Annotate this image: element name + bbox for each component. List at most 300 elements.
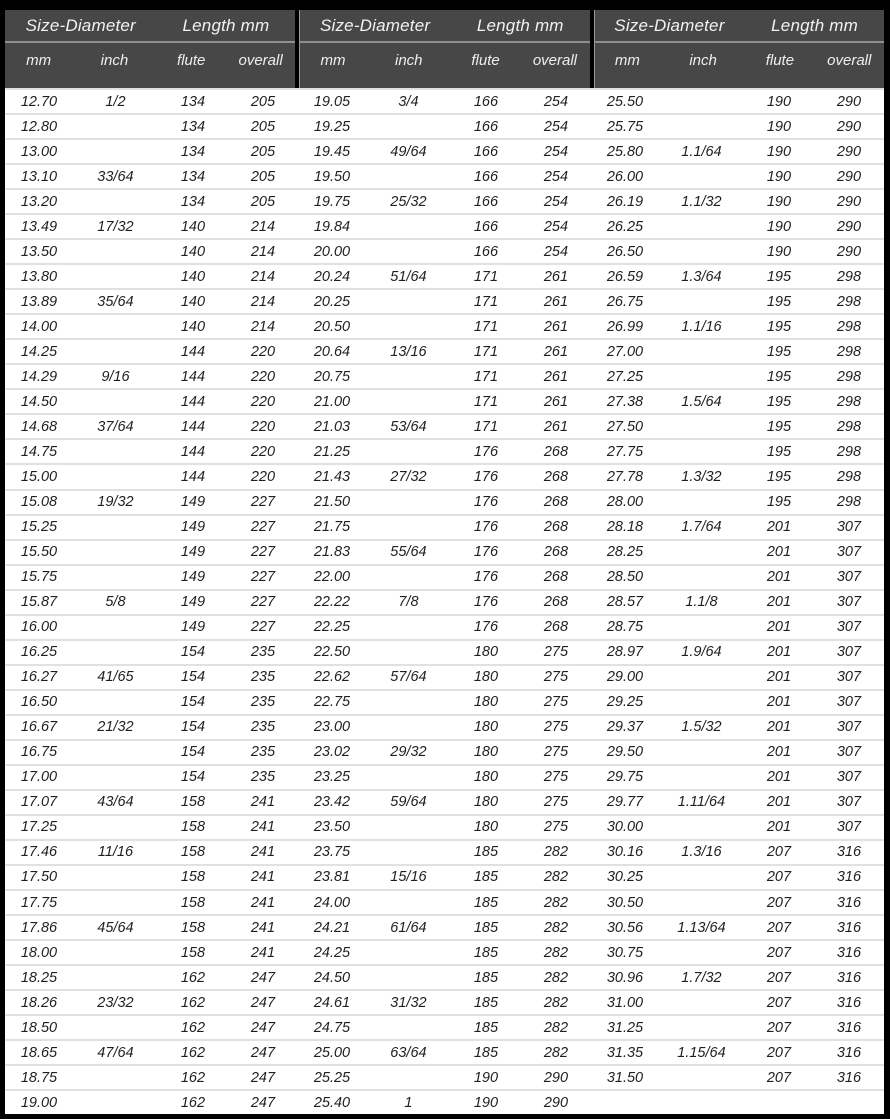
cell-mm: 30.00	[606, 819, 644, 836]
cell-inch: 1.3/64	[681, 268, 722, 285]
cell-mm: 22.22	[313, 594, 351, 611]
cell-flute: 176	[473, 443, 499, 460]
cell-mm: 28.75	[606, 619, 644, 636]
cell-mm: 24.75	[313, 1019, 351, 1036]
cell-mm: 30.75	[606, 944, 644, 961]
cell-mm: 13.49	[20, 218, 58, 235]
row-group	[298, 666, 591, 689]
row-group	[5, 616, 298, 639]
cell-overall: 241	[250, 819, 276, 836]
row-group	[5, 516, 298, 539]
column-header-overall: overall	[238, 51, 283, 69]
cell-overall: 235	[250, 694, 276, 711]
header-group	[5, 10, 295, 88]
cell-overall: 290	[543, 1069, 569, 1086]
table-row	[5, 390, 884, 413]
row-group	[591, 90, 884, 113]
row-group	[5, 140, 298, 163]
cell-overall: 261	[543, 268, 569, 285]
cell-mm: 27.50	[606, 418, 644, 435]
row-group	[591, 440, 884, 463]
cell-overall: 316	[836, 1019, 862, 1036]
cell-inch: 1.3/16	[681, 844, 722, 861]
header-subrow	[299, 43, 589, 77]
cell-flute: 185	[473, 969, 499, 986]
cell-flute: 140	[180, 218, 206, 235]
cell-flute: 171	[473, 293, 499, 310]
cell-mm: 28.18	[606, 519, 644, 536]
cell-overall: 220	[250, 418, 276, 435]
row-group	[298, 616, 591, 639]
row-group	[591, 315, 884, 338]
cell-overall: 241	[250, 919, 276, 936]
cell-inch: 1.1/64	[681, 143, 722, 160]
cell-flute: 201	[766, 519, 792, 536]
row-group	[5, 791, 298, 814]
cell-mm: 30.50	[606, 894, 644, 911]
column-header-overall: overall	[827, 51, 872, 69]
cell-flute: 140	[180, 268, 206, 285]
cell-inch: 27/32	[390, 468, 427, 485]
cell-flute: 149	[180, 619, 206, 636]
cell-overall: 307	[836, 794, 862, 811]
cell-overall: 235	[250, 769, 276, 786]
cell-overall: 254	[543, 168, 569, 185]
cell-overall: 235	[250, 719, 276, 736]
cell-overall: 316	[836, 1069, 862, 1086]
cell-mm: 20.00	[313, 243, 351, 260]
cell-mm: 17.46	[20, 844, 58, 861]
row-group	[591, 115, 884, 138]
row-group	[298, 716, 591, 739]
cell-mm: 15.87	[20, 594, 58, 611]
row-group	[591, 240, 884, 263]
header-spacer	[299, 77, 589, 88]
cell-overall: 275	[543, 794, 569, 811]
cell-flute: 207	[766, 1069, 792, 1086]
cell-inch: 43/64	[97, 794, 134, 811]
cell-mm: 15.50	[20, 544, 58, 561]
row-group	[5, 1041, 298, 1064]
column-header-flute: flute	[765, 51, 795, 69]
cell-flute: 134	[180, 168, 206, 185]
cell-inch: 15/16	[390, 869, 427, 886]
cell-inch: 1.3/32	[681, 468, 722, 485]
cell-flute: 166	[473, 143, 499, 160]
cell-flute: 166	[473, 193, 499, 210]
row-group	[298, 90, 591, 113]
cell-mm: 28.00	[606, 494, 644, 511]
cell-overall: 261	[543, 368, 569, 385]
cell-mm: 22.25	[313, 619, 351, 636]
row-group	[298, 566, 591, 589]
cell-mm: 14.29	[20, 368, 58, 385]
cell-overall: 298	[836, 293, 862, 310]
cell-flute: 149	[180, 569, 206, 586]
table-row	[5, 190, 884, 213]
cell-flute: 140	[180, 318, 206, 335]
header-subrow	[5, 43, 295, 77]
cell-mm: 20.25	[313, 293, 351, 310]
row-group	[298, 691, 591, 714]
cell-flute: 180	[473, 669, 499, 686]
table-row	[5, 440, 884, 463]
cell-flute: 195	[766, 293, 792, 310]
cell-overall: 307	[836, 744, 862, 761]
cell-flute: 158	[180, 869, 206, 886]
cell-overall: 316	[836, 894, 862, 911]
cell-inch: 33/64	[97, 168, 134, 185]
cell-mm: 28.57	[606, 594, 644, 611]
row-group	[298, 641, 591, 664]
cell-mm: 25.40	[313, 1094, 351, 1111]
cell-overall: 298	[836, 393, 862, 410]
cell-inch: 1.5/64	[681, 393, 722, 410]
cell-flute: 176	[473, 619, 499, 636]
row-group	[298, 841, 591, 864]
cell-mm: 24.00	[313, 894, 351, 911]
cell-inch: 5/8	[105, 594, 126, 611]
cell-mm: 25.80	[606, 143, 644, 160]
cell-mm: 14.68	[20, 418, 58, 435]
cell-flute: 195	[766, 268, 792, 285]
cell-overall: 290	[836, 93, 862, 110]
cell-mm: 27.25	[606, 368, 644, 385]
cell-mm: 31.25	[606, 1019, 644, 1036]
table-row	[5, 315, 884, 338]
cell-flute: 195	[766, 468, 792, 485]
cell-flute: 207	[766, 869, 792, 886]
cell-overall: 214	[250, 243, 276, 260]
cell-inch: 1.5/32	[681, 719, 722, 736]
cell-flute: 144	[180, 343, 206, 360]
row-group	[298, 941, 591, 964]
cell-mm: 20.50	[313, 318, 351, 335]
row-group	[591, 390, 884, 413]
cell-mm: 26.25	[606, 218, 644, 235]
cell-mm: 21.00	[313, 393, 351, 410]
row-group	[591, 991, 884, 1014]
row-group	[5, 365, 298, 388]
cell-flute: 140	[180, 293, 206, 310]
header-group	[590, 10, 884, 88]
row-group	[5, 491, 298, 514]
cell-flute: 195	[766, 418, 792, 435]
row-group	[298, 215, 591, 238]
cell-inch: 3/4	[398, 93, 419, 110]
cell-mm: 12.70	[20, 93, 58, 110]
cell-mm: 20.64	[313, 343, 351, 360]
cell-mm: 25.25	[313, 1069, 351, 1086]
cell-overall: 298	[836, 318, 862, 335]
cell-flute: 154	[180, 694, 206, 711]
cell-flute: 201	[766, 644, 792, 661]
table-row	[5, 1066, 884, 1089]
cell-overall: 282	[543, 919, 569, 936]
cell-overall: 220	[250, 468, 276, 485]
cell-mm: 25.00	[313, 1044, 351, 1061]
cell-mm: 21.43	[313, 468, 351, 485]
row-group	[5, 641, 298, 664]
length-mm-title: Length mm	[771, 15, 858, 35]
cell-flute: 190	[766, 118, 792, 135]
table-row	[5, 516, 884, 539]
cell-mm: 31.50	[606, 1069, 644, 1086]
cell-flute: 195	[766, 393, 792, 410]
cell-flute: 201	[766, 594, 792, 611]
cell-flute: 162	[180, 1019, 206, 1036]
table-row	[5, 591, 884, 614]
cell-inch: 25/32	[390, 193, 427, 210]
cell-overall: 307	[836, 694, 862, 711]
cell-flute: 190	[766, 243, 792, 260]
row-group	[591, 1041, 884, 1064]
header-title-row	[594, 10, 884, 43]
cell-flute: 171	[473, 393, 499, 410]
cell-flute: 149	[180, 494, 206, 511]
cell-mm: 13.10	[20, 168, 58, 185]
cell-inch: 19/32	[97, 494, 134, 511]
row-group	[298, 390, 591, 413]
cell-flute: 162	[180, 1044, 206, 1061]
row-group	[298, 115, 591, 138]
cell-inch: 41/65	[97, 669, 134, 686]
row-group	[298, 741, 591, 764]
cell-overall: 241	[250, 894, 276, 911]
cell-inch: 1.1/32	[681, 193, 722, 210]
cell-overall: 290	[836, 143, 862, 160]
cell-overall: 290	[836, 193, 862, 210]
cell-flute: 180	[473, 719, 499, 736]
cell-mm: 15.25	[20, 519, 58, 536]
cell-flute: 149	[180, 519, 206, 536]
row-group	[5, 966, 298, 989]
cell-mm: 29.77	[606, 794, 644, 811]
row-group	[591, 465, 884, 488]
cell-mm: 19.50	[313, 168, 351, 185]
cell-overall: 282	[543, 844, 569, 861]
table-row	[5, 240, 884, 263]
cell-flute: 195	[766, 343, 792, 360]
cell-overall: 247	[250, 1044, 276, 1061]
row-group	[5, 741, 298, 764]
cell-inch: 61/64	[390, 919, 427, 936]
cell-mm: 25.50	[606, 93, 644, 110]
column-header-mm: mm	[614, 51, 640, 69]
cell-flute: 149	[180, 544, 206, 561]
cell-inch: 47/64	[97, 1044, 134, 1061]
cell-mm: 30.56	[606, 919, 644, 936]
cell-overall: 268	[543, 519, 569, 536]
cell-overall: 307	[836, 644, 862, 661]
size-diameter-title: Size-Diameter	[614, 15, 725, 35]
cell-mm: 31.00	[606, 994, 644, 1011]
cell-mm: 23.81	[313, 869, 351, 886]
table-row	[5, 115, 884, 138]
cell-flute: 166	[473, 243, 499, 260]
row-group	[5, 566, 298, 589]
row-group	[298, 591, 591, 614]
cell-inch: 23/32	[97, 994, 134, 1011]
cell-inch: 1/2	[105, 93, 126, 110]
cell-overall: 247	[250, 994, 276, 1011]
cell-overall: 307	[836, 519, 862, 536]
cell-flute: 158	[180, 944, 206, 961]
cell-flute: 185	[473, 1044, 499, 1061]
cell-overall: 227	[250, 594, 276, 611]
row-group	[298, 240, 591, 263]
cell-mm: 30.16	[606, 844, 644, 861]
table-row	[5, 541, 884, 564]
cell-inch: 1.11/64	[677, 794, 726, 811]
cell-mm: 26.19	[606, 193, 644, 210]
cell-inch: 1	[404, 1094, 413, 1111]
cell-overall: 235	[250, 644, 276, 661]
cell-flute: 207	[766, 994, 792, 1011]
cell-mm: 29.75	[606, 769, 644, 786]
cell-overall: 268	[543, 594, 569, 611]
cell-overall: 261	[543, 293, 569, 310]
cell-mm: 26.00	[606, 168, 644, 185]
cell-overall: 254	[543, 243, 569, 260]
cell-overall: 227	[250, 494, 276, 511]
cell-flute: 185	[473, 944, 499, 961]
row-group	[591, 265, 884, 288]
row-group	[298, 891, 591, 914]
cell-mm: 18.50	[20, 1019, 58, 1036]
cell-overall: 241	[250, 794, 276, 811]
cell-inch: 55/64	[390, 544, 427, 561]
row-group	[5, 165, 298, 188]
cell-mm: 16.50	[20, 694, 58, 711]
cell-mm: 24.50	[313, 969, 351, 986]
cell-flute: 207	[766, 944, 792, 961]
cell-mm: 17.86	[20, 919, 58, 936]
cell-mm: 14.25	[20, 343, 58, 360]
row-group	[298, 440, 591, 463]
row-group	[298, 290, 591, 313]
cell-flute: 185	[473, 869, 499, 886]
cell-flute: 201	[766, 669, 792, 686]
row-group	[298, 516, 591, 539]
cell-flute: 190	[473, 1094, 499, 1111]
header-group	[295, 10, 589, 88]
table-row	[5, 766, 884, 789]
cell-overall: 290	[836, 243, 862, 260]
table-row	[5, 290, 884, 313]
cell-overall: 227	[250, 569, 276, 586]
cell-overall: 205	[250, 93, 276, 110]
header-title-row	[299, 10, 589, 43]
column-header-inch: inch	[100, 51, 129, 69]
table-row	[5, 791, 884, 814]
cell-overall: 254	[543, 218, 569, 235]
cell-mm: 16.27	[20, 669, 58, 686]
table-row	[5, 165, 884, 188]
cell-mm: 19.25	[313, 118, 351, 135]
cell-mm: 19.75	[313, 193, 351, 210]
cell-inch: 45/64	[97, 919, 134, 936]
table-row	[5, 465, 884, 488]
cell-overall: 290	[836, 218, 862, 235]
row-group	[298, 1091, 591, 1114]
cell-overall: 307	[836, 769, 862, 786]
cell-overall: 298	[836, 418, 862, 435]
cell-overall: 214	[250, 218, 276, 235]
table-row	[5, 716, 884, 739]
row-group	[298, 315, 591, 338]
cell-inch: 1.1/16	[681, 318, 722, 335]
cell-mm: 26.50	[606, 243, 644, 260]
cell-flute: 201	[766, 694, 792, 711]
cell-overall: 235	[250, 669, 276, 686]
cell-flute: 171	[473, 368, 499, 385]
cell-overall: 275	[543, 769, 569, 786]
table-row	[5, 816, 884, 839]
cell-overall: 307	[836, 619, 862, 636]
cell-overall: 316	[836, 944, 862, 961]
cell-mm: 13.89	[20, 293, 58, 310]
row-group	[5, 1091, 298, 1114]
cell-mm: 27.78	[606, 468, 644, 485]
row-group	[591, 1016, 884, 1039]
cell-mm: 20.75	[313, 368, 351, 385]
row-group	[591, 491, 884, 514]
cell-flute: 195	[766, 443, 792, 460]
row-group	[5, 991, 298, 1014]
cell-overall: 227	[250, 544, 276, 561]
cell-inch: 53/64	[390, 418, 427, 435]
cell-inch: 37/64	[97, 418, 134, 435]
cell-overall: 214	[250, 318, 276, 335]
cell-flute: 158	[180, 919, 206, 936]
row-group	[591, 140, 884, 163]
row-group	[591, 841, 884, 864]
row-group	[298, 866, 591, 889]
cell-flute: 134	[180, 118, 206, 135]
cell-overall: 214	[250, 268, 276, 285]
size-diameter-title: Size-Diameter	[319, 15, 431, 35]
cell-flute: 201	[766, 744, 792, 761]
table-row	[5, 741, 884, 764]
row-group	[298, 465, 591, 488]
cell-overall: 307	[836, 569, 862, 586]
cell-mm: 22.75	[313, 694, 351, 711]
cell-overall: 282	[543, 869, 569, 886]
cell-flute: 207	[766, 919, 792, 936]
row-group	[5, 240, 298, 263]
cell-flute: 190	[766, 93, 792, 110]
cell-inch: 35/64	[97, 293, 134, 310]
cell-mm: 13.20	[20, 193, 58, 210]
cell-flute: 190	[473, 1069, 499, 1086]
cell-flute: 171	[473, 343, 499, 360]
column-header-inch: inch	[395, 51, 423, 69]
cell-overall: 261	[543, 418, 569, 435]
cell-mm: 27.38	[606, 393, 644, 410]
row-group	[298, 265, 591, 288]
cell-flute: 166	[473, 218, 499, 235]
row-group	[298, 140, 591, 163]
cell-overall: 268	[543, 468, 569, 485]
cell-mm: 22.50	[313, 644, 351, 661]
cell-mm: 29.50	[606, 744, 644, 761]
cell-flute: 207	[766, 1044, 792, 1061]
row-group	[591, 516, 884, 539]
row-group	[5, 465, 298, 488]
cell-flute: 144	[180, 468, 206, 485]
cell-flute: 201	[766, 769, 792, 786]
